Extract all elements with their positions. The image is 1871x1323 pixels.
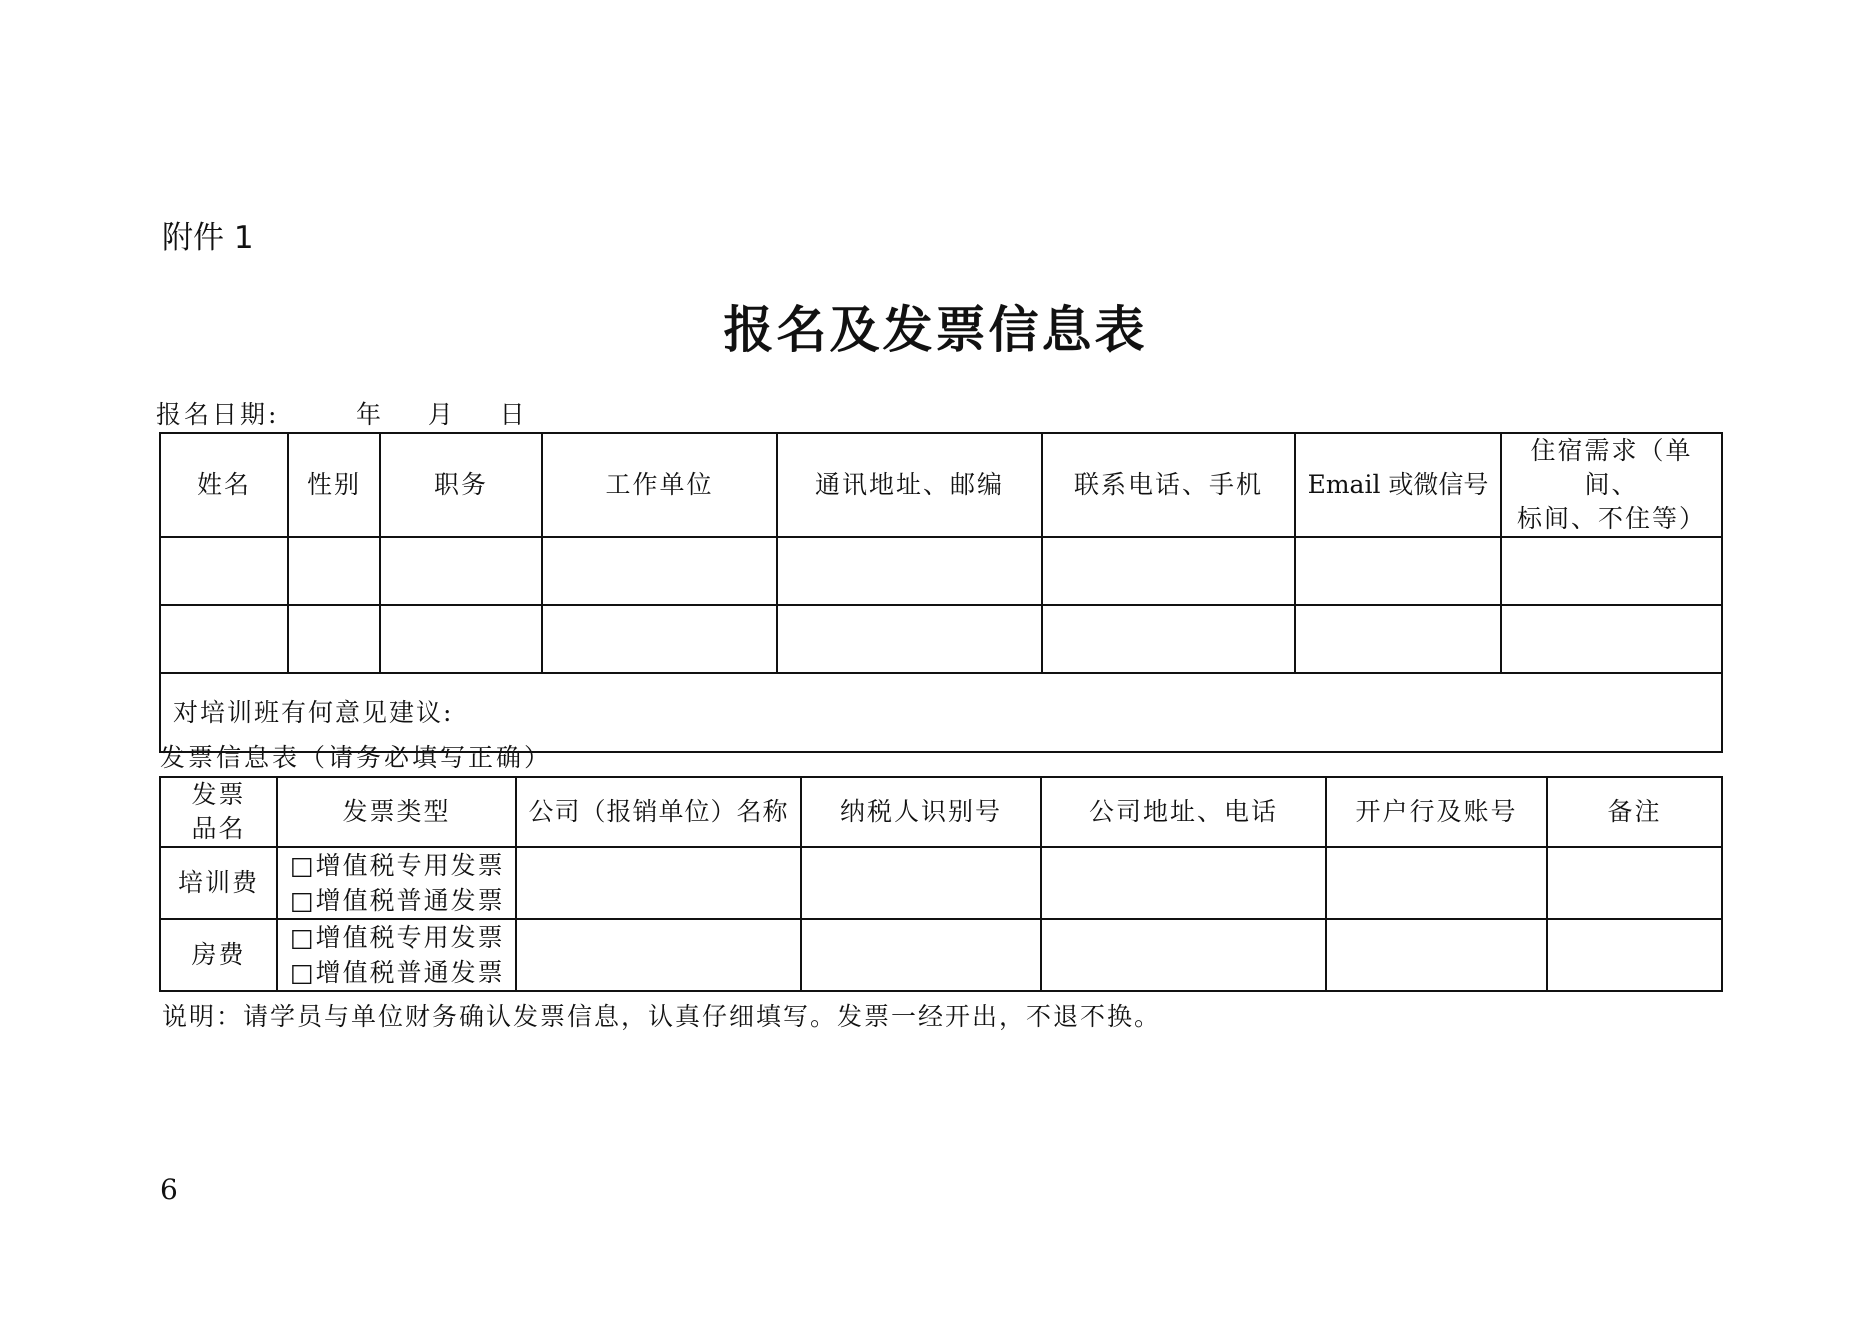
phone-cell[interactable] bbox=[1042, 537, 1295, 605]
header-gender: 性别 bbox=[288, 433, 380, 537]
page-number: 6 bbox=[160, 1173, 178, 1206]
email-cell[interactable] bbox=[1295, 605, 1501, 673]
header-name: 姓名 bbox=[160, 433, 288, 537]
gender-cell[interactable] bbox=[288, 605, 380, 673]
address-cell[interactable] bbox=[777, 537, 1042, 605]
registration-entry-row bbox=[160, 605, 1722, 673]
position-cell[interactable] bbox=[380, 605, 542, 673]
header-accommodation-line1: 住宿需求（单间、 bbox=[1530, 436, 1693, 499]
registration-header-row bbox=[160, 433, 1722, 537]
header-address-postcode: 通讯地址、邮编 bbox=[777, 433, 1042, 537]
company-address-cell[interactable] bbox=[1041, 847, 1326, 919]
vat-general-invoice-checkbox[interactable]: □增值税普通发票 bbox=[290, 958, 505, 987]
bank-account-cell[interactable] bbox=[1326, 847, 1547, 919]
invoice-section-title: 发票信息表（请务必填写正确） bbox=[160, 743, 553, 772]
invoice-header-row bbox=[160, 777, 1722, 847]
address-cell[interactable] bbox=[777, 605, 1042, 673]
header-tax-id: 纳税人识别号 bbox=[801, 777, 1041, 847]
registration-date-label: 报名日期: 年 月 日 bbox=[156, 400, 528, 429]
accommodation-cell[interactable] bbox=[1501, 605, 1722, 673]
product-name: 培训费 bbox=[160, 847, 277, 919]
header-bank-account: 开户行及账号 bbox=[1326, 777, 1547, 847]
header-remark: 备注 bbox=[1547, 777, 1722, 847]
header-employer: 工作单位 bbox=[542, 433, 777, 537]
invoice-type-options bbox=[277, 919, 516, 991]
product-name: 房费 bbox=[160, 919, 277, 991]
header-product bbox=[160, 777, 277, 847]
remark-cell[interactable] bbox=[1547, 919, 1722, 991]
name-cell[interactable] bbox=[160, 537, 288, 605]
accommodation-cell[interactable] bbox=[1501, 537, 1722, 605]
header-product-line2: 品名 bbox=[191, 814, 246, 843]
vat-general-invoice-checkbox[interactable]: □增值税普通发票 bbox=[290, 886, 505, 915]
email-cell[interactable] bbox=[1295, 537, 1501, 605]
header-product-line1: 发票 bbox=[191, 780, 246, 809]
header-position: 职务 bbox=[380, 433, 542, 537]
registration-entry-row bbox=[160, 537, 1722, 605]
invoice-type-options bbox=[277, 847, 516, 919]
gender-cell[interactable] bbox=[288, 537, 380, 605]
tax-id-cell[interactable] bbox=[801, 847, 1041, 919]
company-name-cell[interactable] bbox=[516, 919, 801, 991]
employer-cell[interactable] bbox=[542, 605, 777, 673]
suggestion-cell[interactable]: 对培训班有何意见建议: bbox=[160, 673, 1722, 752]
vat-special-invoice-checkbox[interactable]: □增值税专用发票 bbox=[290, 923, 505, 952]
invoice-row-training bbox=[160, 847, 1722, 919]
page-title: 报名及发票信息表 bbox=[723, 300, 1148, 359]
phone-cell[interactable] bbox=[1042, 605, 1295, 673]
tax-id-cell[interactable] bbox=[801, 919, 1041, 991]
header-invoice-type: 发票类型 bbox=[277, 777, 516, 847]
remark-cell[interactable] bbox=[1547, 847, 1722, 919]
vat-special-invoice-checkbox[interactable]: □增值税专用发票 bbox=[290, 851, 505, 880]
invoice-note: 说明：请学员与单位财务确认发票信息，认真仔细填写。发票一经开出，不退不换。 bbox=[162, 1002, 1162, 1031]
registration-table bbox=[159, 432, 1723, 753]
position-cell[interactable] bbox=[380, 537, 542, 605]
employer-cell[interactable] bbox=[542, 537, 777, 605]
header-company-address: 公司地址、电话 bbox=[1041, 777, 1326, 847]
invoice-row-lodging bbox=[160, 919, 1722, 991]
header-phone: 联系电话、手机 bbox=[1042, 433, 1295, 537]
name-cell[interactable] bbox=[160, 605, 288, 673]
header-accommodation bbox=[1501, 433, 1722, 537]
company-name-cell[interactable] bbox=[516, 847, 801, 919]
company-address-cell[interactable] bbox=[1041, 919, 1326, 991]
header-accommodation-line2: 标间、不住等） bbox=[1516, 504, 1706, 533]
bank-account-cell[interactable] bbox=[1326, 919, 1547, 991]
invoice-table bbox=[159, 776, 1723, 992]
attachment-label: 附件 1 bbox=[162, 220, 254, 256]
header-company-name: 公司（报销单位）名称 bbox=[516, 777, 801, 847]
header-email-wechat: Email 或微信号 bbox=[1295, 433, 1501, 537]
